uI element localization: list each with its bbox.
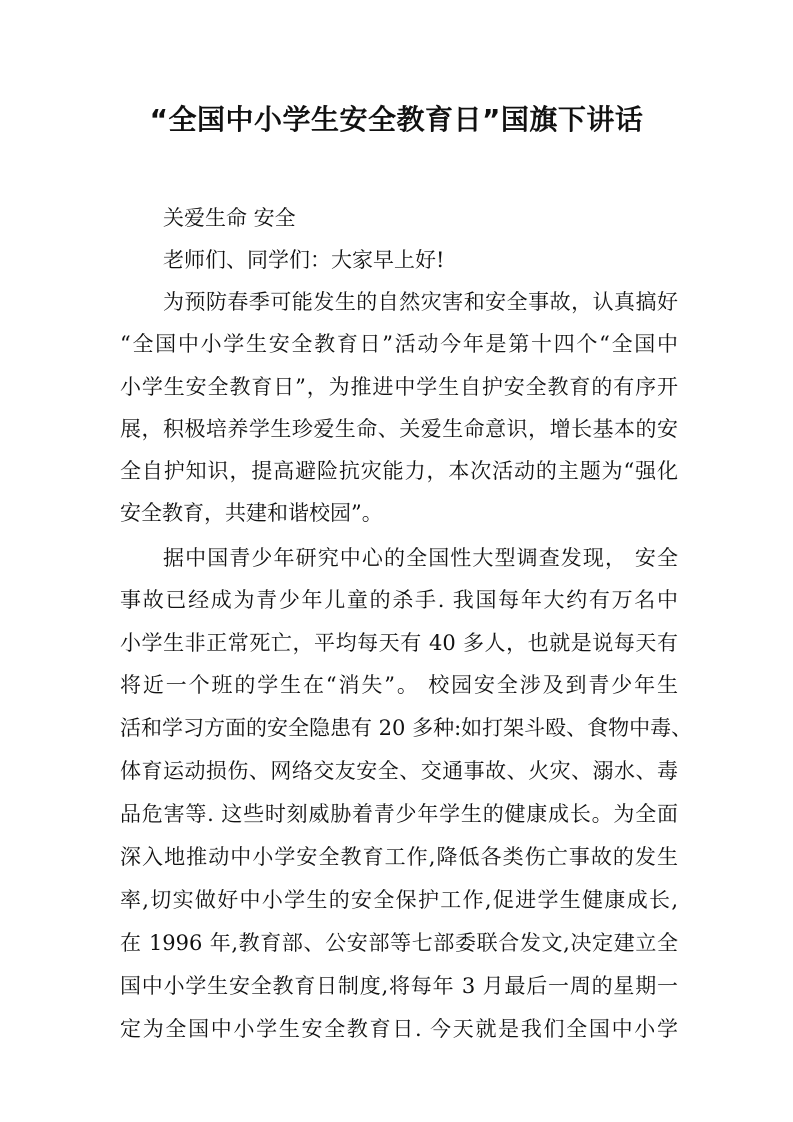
text-line: 将近一个班的学生在“消失”。 校园安全涉及到青少年生 xyxy=(120,673,678,697)
document-title: “全国中小学生安全教育日”国旗下讲话 xyxy=(149,103,644,136)
text-line: 关爱生命 安全 xyxy=(163,206,296,230)
text-line: 据中国青少年研究中心的全国性大型调查发现， 安全 xyxy=(163,546,678,570)
text-line: 安全教育，共建和谐校园”。 xyxy=(120,501,383,525)
text-line: 全自护知识，提高避险抗灾能力，本次活动的主题为“强化 xyxy=(120,459,678,483)
text-line: 率,切实做好中小学生的安全保护工作,促进学生健康成长, xyxy=(120,888,678,912)
text-line: 事故已经成为青少年儿童的杀手. 我国每年大约有万名中 xyxy=(120,588,678,612)
text-line: 小学生非正常死亡，平均每天有 40 多人，也就是说每天有 xyxy=(120,631,678,655)
text-line: 活和学习方面的安全隐患有 20 多种:如打架斗殴、食物中毒、 xyxy=(120,716,693,740)
text-line: 定为全国中小学生安全教育日. 今天就是我们全国中小学 xyxy=(120,1017,678,1041)
text-line: “全国中小学生安全教育日”活动今年是第十四个“全国中 xyxy=(120,332,678,356)
text-line: 为预防春季可能发生的自然灾害和安全事故，认真搞好 xyxy=(163,290,678,314)
text-line: 体育运动损伤、网络交友安全、交通事故、火灾、溺水、毒 xyxy=(120,759,678,783)
text-line: 深入地推动中小学安全教育工作,降低各类伤亡事故的发生 xyxy=(120,845,678,869)
text-line: 老师们、同学们：大家早上好! xyxy=(163,248,445,272)
text-line: 品危害等. 这些时刻威胁着青少年学生的健康成长。为全面 xyxy=(120,802,678,826)
text-line: 展，积极培养学生珍爱生命、关爱生命意识，增长基本的安 xyxy=(120,417,678,441)
text-line: 在 1996 年,教育部、公安部等七部委联合发文,决定建立全 xyxy=(120,931,678,955)
text-line: 小学生安全教育日”，为推进中学生自护安全教育的有序开 xyxy=(120,375,678,399)
text-line: 国中小学生安全教育日制度,将每年 3 月最后一周的星期一 xyxy=(120,974,678,998)
